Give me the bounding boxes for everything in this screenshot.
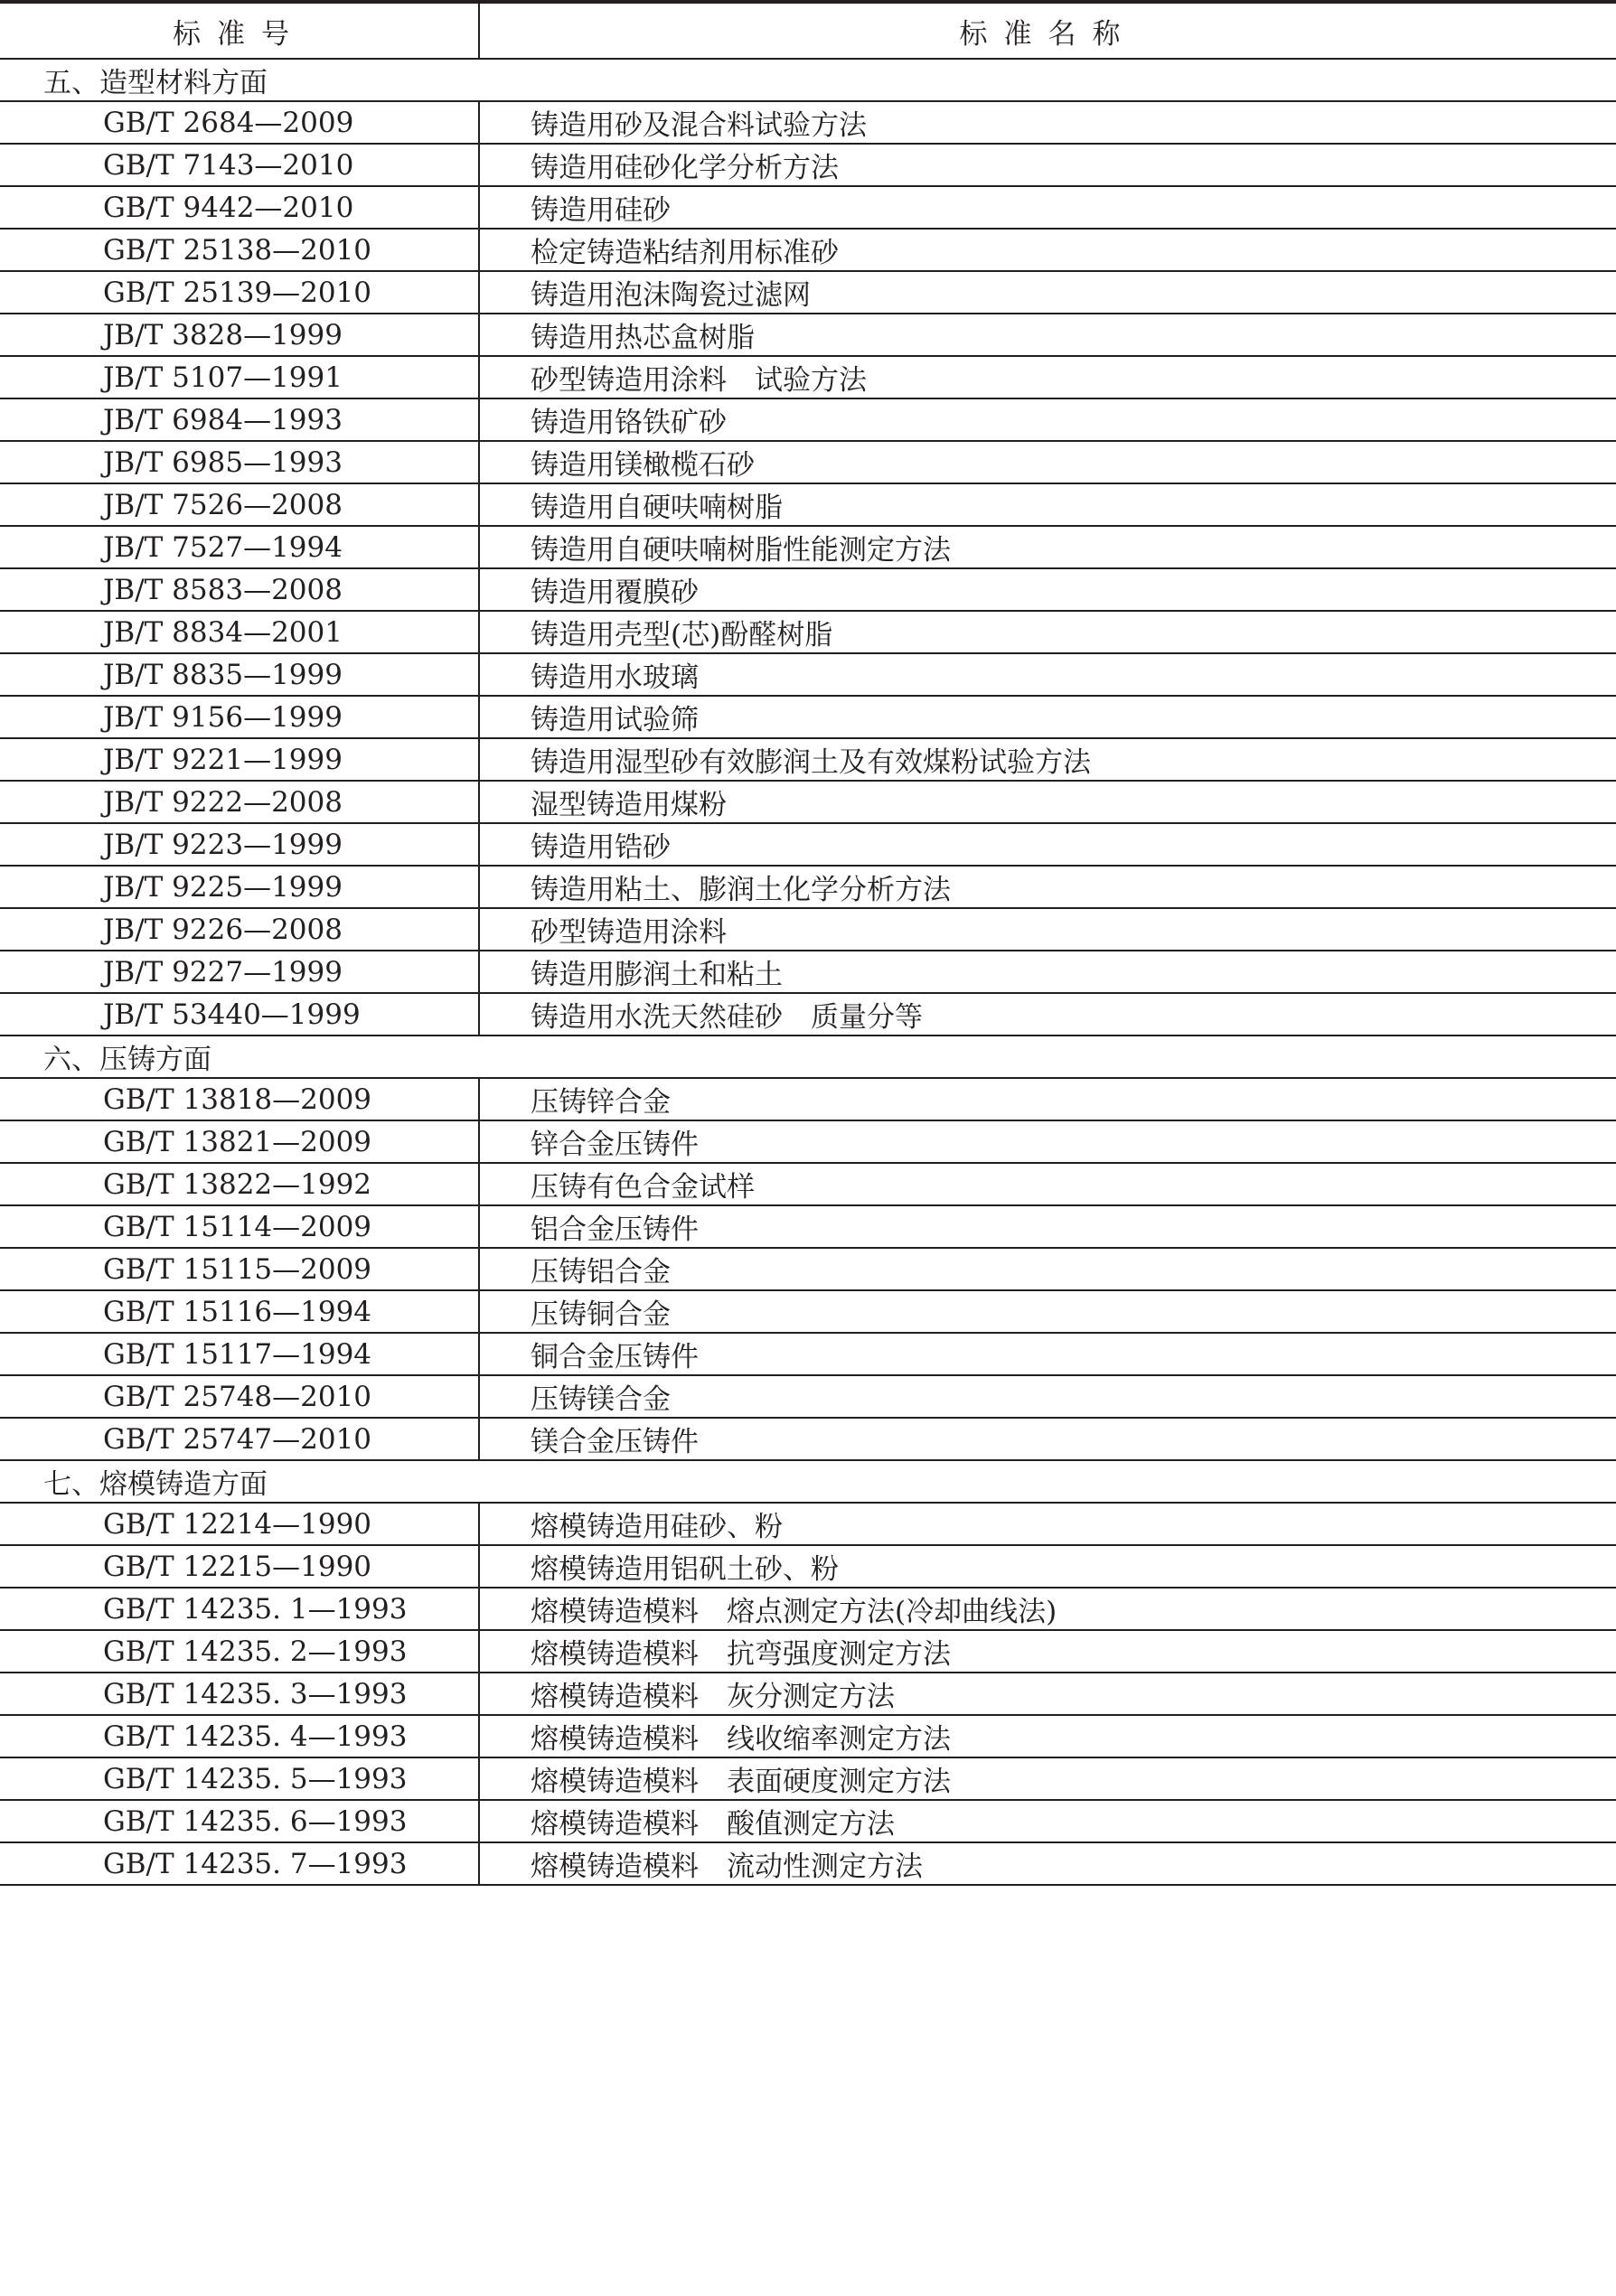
table-row — [0, 1630, 1616, 1673]
table-row — [0, 1757, 1616, 1800]
table-row — [0, 186, 1616, 229]
table-row — [0, 356, 1616, 398]
standard-name: 铸造用硅砂 — [479, 186, 1616, 229]
standard-name: 铸造用试验筛 — [479, 696, 1616, 738]
standard-name: 铸造用水玻璃 — [479, 653, 1616, 696]
standard-number: JB/T 7527—1994 — [0, 526, 479, 568]
standard-number: JB/T 9226—2008 — [0, 908, 479, 951]
standard-name: 铸造用膨润土和粘土 — [479, 951, 1616, 993]
standard-number: GB/T 14235. 3—1993 — [0, 1673, 479, 1715]
table-row — [0, 1163, 1616, 1205]
table-row — [0, 483, 1616, 526]
standard-name: 铸造用水洗天然硅砂 质量分等 — [479, 993, 1616, 1036]
standard-number: GB/T 15115—2009 — [0, 1248, 479, 1290]
standard-number: JB/T 9227—1999 — [0, 951, 479, 993]
standard-name: 铸造用粘土、膨润土化学分析方法 — [479, 866, 1616, 908]
standard-number: GB/T 25139—2010 — [0, 271, 479, 314]
table-row — [0, 441, 1616, 483]
standard-number: GB/T 14235. 7—1993 — [0, 1842, 479, 1885]
standard-number: JB/T 8583—2008 — [0, 568, 479, 611]
standard-number: GB/T 14235. 4—1993 — [0, 1715, 479, 1757]
standard-number: GB/T 13822—1992 — [0, 1163, 479, 1205]
standard-name: 铸造用硅砂化学分析方法 — [479, 144, 1616, 186]
standard-name: 铸造用砂及混合料试验方法 — [479, 101, 1616, 144]
standard-number: GB/T 14235. 6—1993 — [0, 1800, 479, 1842]
table-row — [0, 398, 1616, 441]
standard-name: 砂型铸造用涂料 试验方法 — [479, 356, 1616, 398]
table-row — [0, 823, 1616, 866]
table-row — [0, 1078, 1616, 1120]
standard-name: 铝合金压铸件 — [479, 1205, 1616, 1248]
standard-number: JB/T 9222—2008 — [0, 781, 479, 823]
standard-number: GB/T 15117—1994 — [0, 1333, 479, 1375]
table-row — [0, 314, 1616, 356]
section-title: 七、熔模铸造方面 — [0, 1460, 1616, 1503]
standard-name: 检定铸造粘结剂用标准砂 — [479, 229, 1616, 271]
table-row — [0, 101, 1616, 144]
table-row — [0, 1715, 1616, 1757]
table-row — [0, 781, 1616, 823]
section-title: 五、造型材料方面 — [0, 59, 1616, 101]
standard-name: 铸造用泡沫陶瓷过滤网 — [479, 271, 1616, 314]
standard-number: GB/T 13818—2009 — [0, 1078, 479, 1120]
section-row — [0, 1036, 1616, 1078]
section-title: 六、压铸方面 — [0, 1036, 1616, 1078]
standard-name: 铸造用镁橄榄石砂 — [479, 441, 1616, 483]
standard-number: GB/T 14235. 2—1993 — [0, 1630, 479, 1673]
standard-name: 压铸铝合金 — [479, 1248, 1616, 1290]
standard-name: 熔模铸造用铝矾土砂、粉 — [479, 1545, 1616, 1588]
standard-name: 铸造用铬铁矿砂 — [479, 398, 1616, 441]
standard-name: 压铸镁合金 — [479, 1375, 1616, 1418]
standard-name: 铸造用自硬呋喃树脂性能测定方法 — [479, 526, 1616, 568]
standard-number: JB/T 53440—1999 — [0, 993, 479, 1036]
standard-name: 熔模铸造模料 线收缩率测定方法 — [479, 1715, 1616, 1757]
header-row — [0, 2, 1616, 59]
header-standard-name: 标准名称 — [479, 2, 1616, 59]
table-row — [0, 1205, 1616, 1248]
table-row — [0, 1842, 1616, 1885]
standard-name: 湿型铸造用煤粉 — [479, 781, 1616, 823]
section-row — [0, 1460, 1616, 1503]
standard-name: 铸造用覆膜砂 — [479, 568, 1616, 611]
standard-number: JB/T 8834—2001 — [0, 611, 479, 653]
table-row — [0, 908, 1616, 951]
standard-name: 熔模铸造模料 熔点测定方法(冷却曲线法) — [479, 1588, 1616, 1630]
standard-number: GB/T 25138—2010 — [0, 229, 479, 271]
standard-number: GB/T 7143—2010 — [0, 144, 479, 186]
standard-name: 镁合金压铸件 — [479, 1418, 1616, 1460]
standard-number: JB/T 9221—1999 — [0, 738, 479, 781]
standard-name: 熔模铸造模料 灰分测定方法 — [479, 1673, 1616, 1715]
table-row — [0, 738, 1616, 781]
standard-name: 压铸有色合金试样 — [479, 1163, 1616, 1205]
standard-number: JB/T 6985—1993 — [0, 441, 479, 483]
standard-number: JB/T 9223—1999 — [0, 823, 479, 866]
standard-number: JB/T 5107—1991 — [0, 356, 479, 398]
standard-number: JB/T 8835—1999 — [0, 653, 479, 696]
table-row — [0, 1673, 1616, 1715]
table-header — [0, 2, 1616, 59]
standard-name: 铸造用自硬呋喃树脂 — [479, 483, 1616, 526]
table-body — [0, 59, 1616, 1885]
header-standard-number: 标准号 — [0, 2, 479, 59]
standard-number: JB/T 3828—1999 — [0, 314, 479, 356]
standard-number: GB/T 2684—2009 — [0, 101, 479, 144]
table-row — [0, 1545, 1616, 1588]
standard-number: GB/T 15116—1994 — [0, 1290, 479, 1333]
standard-number: JB/T 9156—1999 — [0, 696, 479, 738]
standard-name: 铸造用热芯盒树脂 — [479, 314, 1616, 356]
section-row — [0, 59, 1616, 101]
standard-number: JB/T 7526—2008 — [0, 483, 479, 526]
standard-name: 铸造用锆砂 — [479, 823, 1616, 866]
table-row — [0, 144, 1616, 186]
table-row — [0, 993, 1616, 1036]
standard-name: 锌合金压铸件 — [479, 1120, 1616, 1163]
standard-name: 铸造用湿型砂有效膨润土及有效煤粉试验方法 — [479, 738, 1616, 781]
table-row — [0, 271, 1616, 314]
standard-number: GB/T 25748—2010 — [0, 1375, 479, 1418]
table-row — [0, 568, 1616, 611]
standard-name: 砂型铸造用涂料 — [479, 908, 1616, 951]
standard-number: GB/T 9442—2010 — [0, 186, 479, 229]
table-row — [0, 1418, 1616, 1460]
standard-name: 熔模铸造模料 抗弯强度测定方法 — [479, 1630, 1616, 1673]
table-row — [0, 1333, 1616, 1375]
table-row — [0, 1800, 1616, 1842]
table-row — [0, 611, 1616, 653]
standard-number: GB/T 12214—1990 — [0, 1503, 479, 1545]
table-row — [0, 653, 1616, 696]
standard-name: 熔模铸造模料 酸值测定方法 — [479, 1800, 1616, 1842]
standard-number: JB/T 9225—1999 — [0, 866, 479, 908]
standard-name: 压铸锌合金 — [479, 1078, 1616, 1120]
standard-name: 压铸铜合金 — [479, 1290, 1616, 1333]
table-row — [0, 1588, 1616, 1630]
table-row — [0, 866, 1616, 908]
standard-name: 熔模铸造模料 流动性测定方法 — [479, 1842, 1616, 1885]
standard-number: GB/T 14235. 5—1993 — [0, 1757, 479, 1800]
standard-name: 铜合金压铸件 — [479, 1333, 1616, 1375]
standard-number: GB/T 12215—1990 — [0, 1545, 479, 1588]
table-row — [0, 1290, 1616, 1333]
standard-number: JB/T 6984—1993 — [0, 398, 479, 441]
standard-name: 铸造用壳型(芯)酚醛树脂 — [479, 611, 1616, 653]
table-row — [0, 951, 1616, 993]
standard-number: GB/T 14235. 1—1993 — [0, 1588, 479, 1630]
standard-number: GB/T 15114—2009 — [0, 1205, 479, 1248]
table-row — [0, 1248, 1616, 1290]
table-row — [0, 526, 1616, 568]
table-row — [0, 229, 1616, 271]
standard-number: GB/T 13821—2009 — [0, 1120, 479, 1163]
standard-name: 熔模铸造模料 表面硬度测定方法 — [479, 1757, 1616, 1800]
table-row — [0, 1503, 1616, 1545]
table-row — [0, 696, 1616, 738]
standard-number: GB/T 25747—2010 — [0, 1418, 479, 1460]
table-row — [0, 1120, 1616, 1163]
standard-name: 熔模铸造用硅砂、粉 — [479, 1503, 1616, 1545]
table-row — [0, 1375, 1616, 1418]
